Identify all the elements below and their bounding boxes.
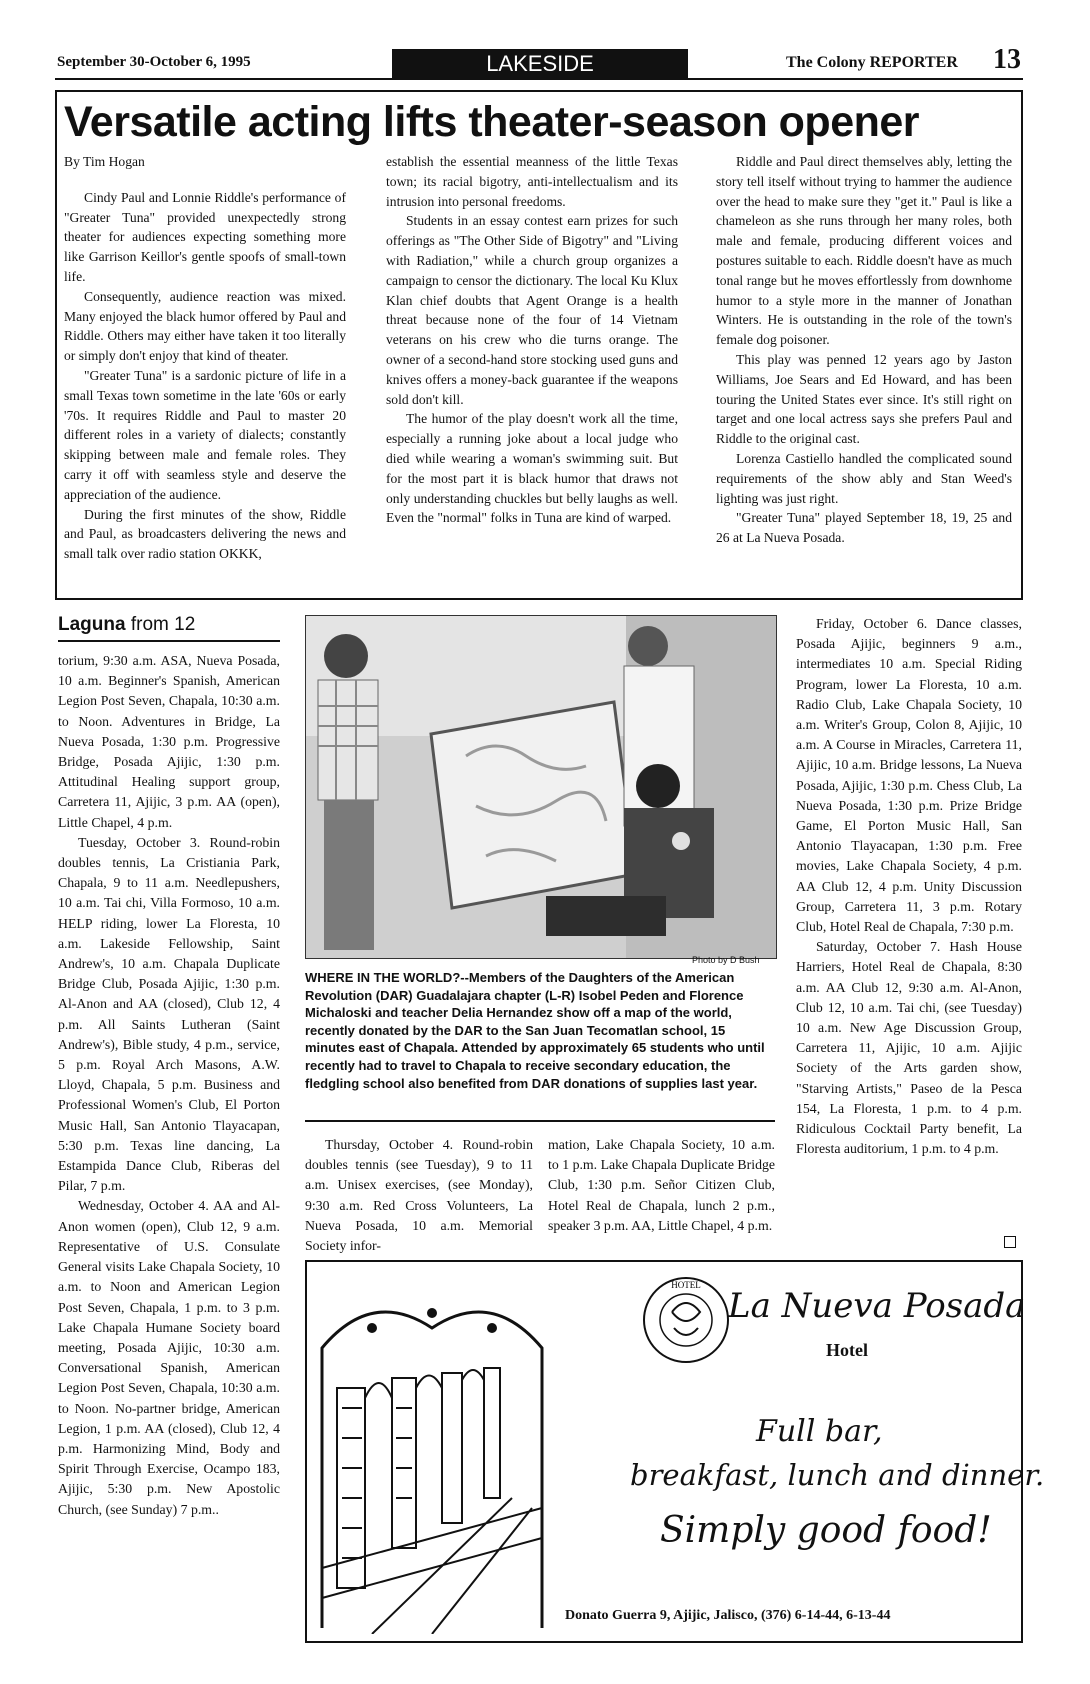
news-photo [305,615,777,959]
laguna-jump: from 12 [130,614,196,635]
story-paragraph: Students in an essay contest earn prizes for such offerings as "The Other Side of Bigotry" and "Living with Radiation," while a church group organizes a campaign to censor the dictionary. The local Ku Klux Klan chief doubts that Agent Orange is a health threat because none of the four of 14 Vietnam veterans on his crew who die turns orange. The owner of a second-hand store stocking used guns and knives offers a money-back guarantee if the weapons sold don't kill. [386,213,678,407]
calendar-column-3 [796,614,1022,1159]
story-paragraph: Riddle and Paul direct themselves ably, letting the story tell itself without trying to hammer the audience over the head to make sure they "get it." Paul is like a chameleon as she runs through her many roles, both male and female, producing different voices and postures suitable to each. Riddle doesn't have as much tonal range but he moves effortlessly from downhome humor to a style more in the manner of Jonathan Winters. He is outstanding in the role of the town's female dog poisoner. [716,154,1012,348]
end-mark-icon [1004,1236,1016,1248]
story-paragraph: During the first minutes of the show, Riddle and Paul, as broadcasters delivering the news and small talk over radio station OKKK, [64,506,346,562]
section-label: LAKESIDE [392,49,688,79]
calendar-entry: Saturday, October 7. Hash House Harriers, Hotel Real de Chapala, 8:30 a.m. AA Club 12, 9:30 a.m. Al-Anon, Club 12, 10 a.m. Tai chi, (see Tuesday) 10 a.m. New Age Discussion Group, Carretera 11, Ajijic, 10 a.m. Ajijic Society of the Arts garden show, "Starving Artists," Paseo de la Pesca 154, La Floresta, 1 p.m. to 4 p.m. Ridiculous Cocktail Party benefit, La Floresta auditorium, 1 p.m. to 4 p.m. [796,939,1022,1157]
story-paragraph: establish the essential meanness of the little Texas town; its racial bigotry, anti-intellectualism and its intrusion into personal freedoms. [386,154,678,209]
story-paragraph: The humor of the play doesn't work all the time, especially a running joke about a local judge who died while wearing a woman's swimming suit. But for the most part it is black humor that draws not only understanding chuckles but belly laughs as well. Even the "normal" folks in Tuna are kind of warped. [386,411,678,526]
calendar-entry: Tuesday, October 3. Round-robin doubles tennis, La Cristiania Park, Chapala, 9 to 11 a.m. Needlepushers, 10 a.m. Tai chi, Villa Formoso, 10 a.m. HELP riding, lower La Floresta, 10 a.m. Lakeside Fellowship, Saint Andrew's, 10 a.m. Chapala Duplicate Bridge Club, Posada Ajijic, 1:30 p.m. Al-Anon and AA (closed), Club 12, 4 p.m. All Saints Lutheran (Saint Andrew's), Bible study, 4 p.m., service, 5 p.m. Royal Arch Masons, A.W. Lloyd, Chapala, 5 p.m. Business and Professional Women's Club, El Porton Music Hall, San Antonio Tlayacapan, 5:30 p.m. Texas line dancing, La Estampida Dance Club, Riberas del Pilar, 7 p.m. [58,834,280,1194]
story-paragraph: Consequently, audience reaction was mixed. Many enjoyed the black humor offered by Paul and Riddle. Others may either have taken it too literally or simply don't enjoy that kind of theater. [64,288,346,364]
photo-credit: Photo by D Bush [692,955,760,965]
calendar-column-1 [58,651,280,1520]
story-paragraph: "Greater Tuna" played September 18, 19, 25 and 26 at La Nueva Posada. [716,510,1012,546]
byline: By Tim Hogan [64,154,145,169]
hotel-name: La Nueva Posada [728,1286,1026,1326]
paper-name: The Colony REPORTER [786,54,958,71]
story-headline: Versatile acting lifts theater-season opener [64,98,920,146]
story-paragraph: This play was penned 12 years ago by Jaston Williams, Joe Sears and Ed Howard, and has been touring the United States ever since. It's still right on target and one local actress says she prefers Paul and Riddle to the original cast. [716,351,1012,447]
ad-line-slogan: Simply good food! [660,1510,992,1551]
hotel-address: Donato Guerra 9, Ajijic, Jalisco, (376) 6-14-44, 6-13-44 [565,1608,891,1623]
calendar-entry: Friday, October 6. Dance classes, Posada Ajijic, beginners 9 a.m., intermediates 10 a.m. Special Riding Program, lower La Floresta, 10 a.m. Radio Club, Lake Chapala Society, 10 a.m. Writer's Group, Colon 8, Ajijic, 10 a.m. A Course in Miracles, Carretera 11, Ajijic, 10 a.m. Bridge lessons, La Nueva Posada, Ajijic, 1:30 p.m. Chess Club, La Nueva Posada, 1:30 p.m. Prize Bridge Game, El Porton Music Hall, San Antonio Tlayacapan, 1:30 p.m. Free movies, Lake Chapala Society, 4 p.m. AA Club 12, 4 p.m. Unity Discussion Group, Carretera 11, 3 p.m. Rotary Club, Hotel Real de Chapala, 7:30 p.m. [796,616,1022,935]
laguna-heading [58,614,195,636]
hotel-seal-icon [638,1268,734,1372]
calendar-entry: mation, Lake Chapala Society, 10 a.m. to 1 p.m. Lake Chapala Duplicate Bridge Club, 1:30 p.m. Señor Citizen Club, Hotel Real de Chapala, lunch 2 p.m., speaker 3 p.m. AA, Little Chapel, 4 p.m. [548,1137,775,1233]
laguna-title: Laguna [58,614,126,635]
masthead-rule [55,78,1023,80]
photo-caption: WHERE IN THE WORLD?--Members of the Daughters of the American Revolution (DAR) Guadalajara chapter (L-R) Isobel Peden and Florence Michaloski and teacher Delia Hernandez show off a map of the world, recently donated by the DAR to the San Juan Tecomatlan school, 15 minutes east of Chapala. Attended by approximately 65 students who until recently had to travel to Chapala to receive secondary education, the fledgling school also benefited from DAR donations of supplies last year. [305,970,765,1091]
calendar-thursday-b [548,1135,775,1236]
story-paragraph: Lorenza Castiello handled the complicated sound requirements of the show ably and Stan Weed's lighting was just right. [716,450,1012,506]
calendar-entry: Wednesday, October 4. AA and Al-Anon women (open), Club 12, 9 a.m. Representative of U.S. Consulate General visits Lake Chapala Society, 10 a.m. to Noon and American Legion Post Seven, Chapala, 1 p.m. to 3 p.m. Lake Chapala Humane Society board meeting, Posada Ajijic, 10:30 a.m. Conversational Spanish, American Legion Post Seven, Chapala, 10:30 a.m. to Noon. No-partner bridge, American Legion, 1 p.m. AA (closed), Club 12, 4 p.m. Harmonizing Mind, Body and Spirit Through Exercise, Ocampo 183, Ajijic, 5:30 p.m. New Apostolic Church, (see Sunday) 7 p.m.. [58,1198,280,1517]
page-number: 13 [993,44,1021,75]
caption-rule [305,1120,775,1122]
issue-date: September 30-October 6, 1995 [57,54,251,70]
story-paragraph: Cindy Paul and Lonnie Riddle's performance of "Greater Tuna" provided unexpectedly strong theater for audiences expecting something more like Garrison Keillor's gentle spoofs of small-town life. [64,189,346,284]
ad-line-meals: breakfast, lunch and dinner. [630,1458,1045,1492]
hotel-label: Hotel [826,1340,868,1360]
story-paragraph: "Greater Tuna" is a sardonic picture of life in a small Texas town sometime in the late '60s or early '70s. It requires Riddle and Paul to master 20 different roles in a variety of dialects; constantly skipping between male and female roles. They carry it off with seamless style and deserve the appreciation of the audience. [64,367,346,502]
story-column-3 [716,152,1012,548]
ad-line-bar: Full bar, [756,1414,883,1449]
calendar-thursday-a [305,1135,533,1256]
photo-illustration [306,616,776,958]
seal-text: HOTEL [671,1280,701,1290]
courtyard-illustration [312,1268,550,1634]
story-column-1 [64,152,346,564]
story-column-2 [386,152,678,528]
laguna-rule [58,640,280,642]
calendar-entry: Thursday, October 4. Round-robin doubles tennis (see Tuesday), 9 to 11 a.m. Unisex exercises, (see Monday), 9:30 a.m. Red Cross Volunteers, La Nueva Posada, 10 a.m. Memorial Society infor- [305,1137,533,1254]
calendar-entry: torium, 9:30 a.m. ASA, Nueva Posada, 10 a.m. Beginner's Spanish, American Legion Post Seven, Chapala, 10:30 a.m. to Noon. Adventures in Bridge, La Nueva Posada, 1:30 p.m. Progressive Bridge, Posada Ajijic, 1:30 p.m. Attitudinal Healing support group, Carretera 11, Ajijic, 3 p.m. AA (open), Little Chapel, 4 p.m. [58,653,280,830]
